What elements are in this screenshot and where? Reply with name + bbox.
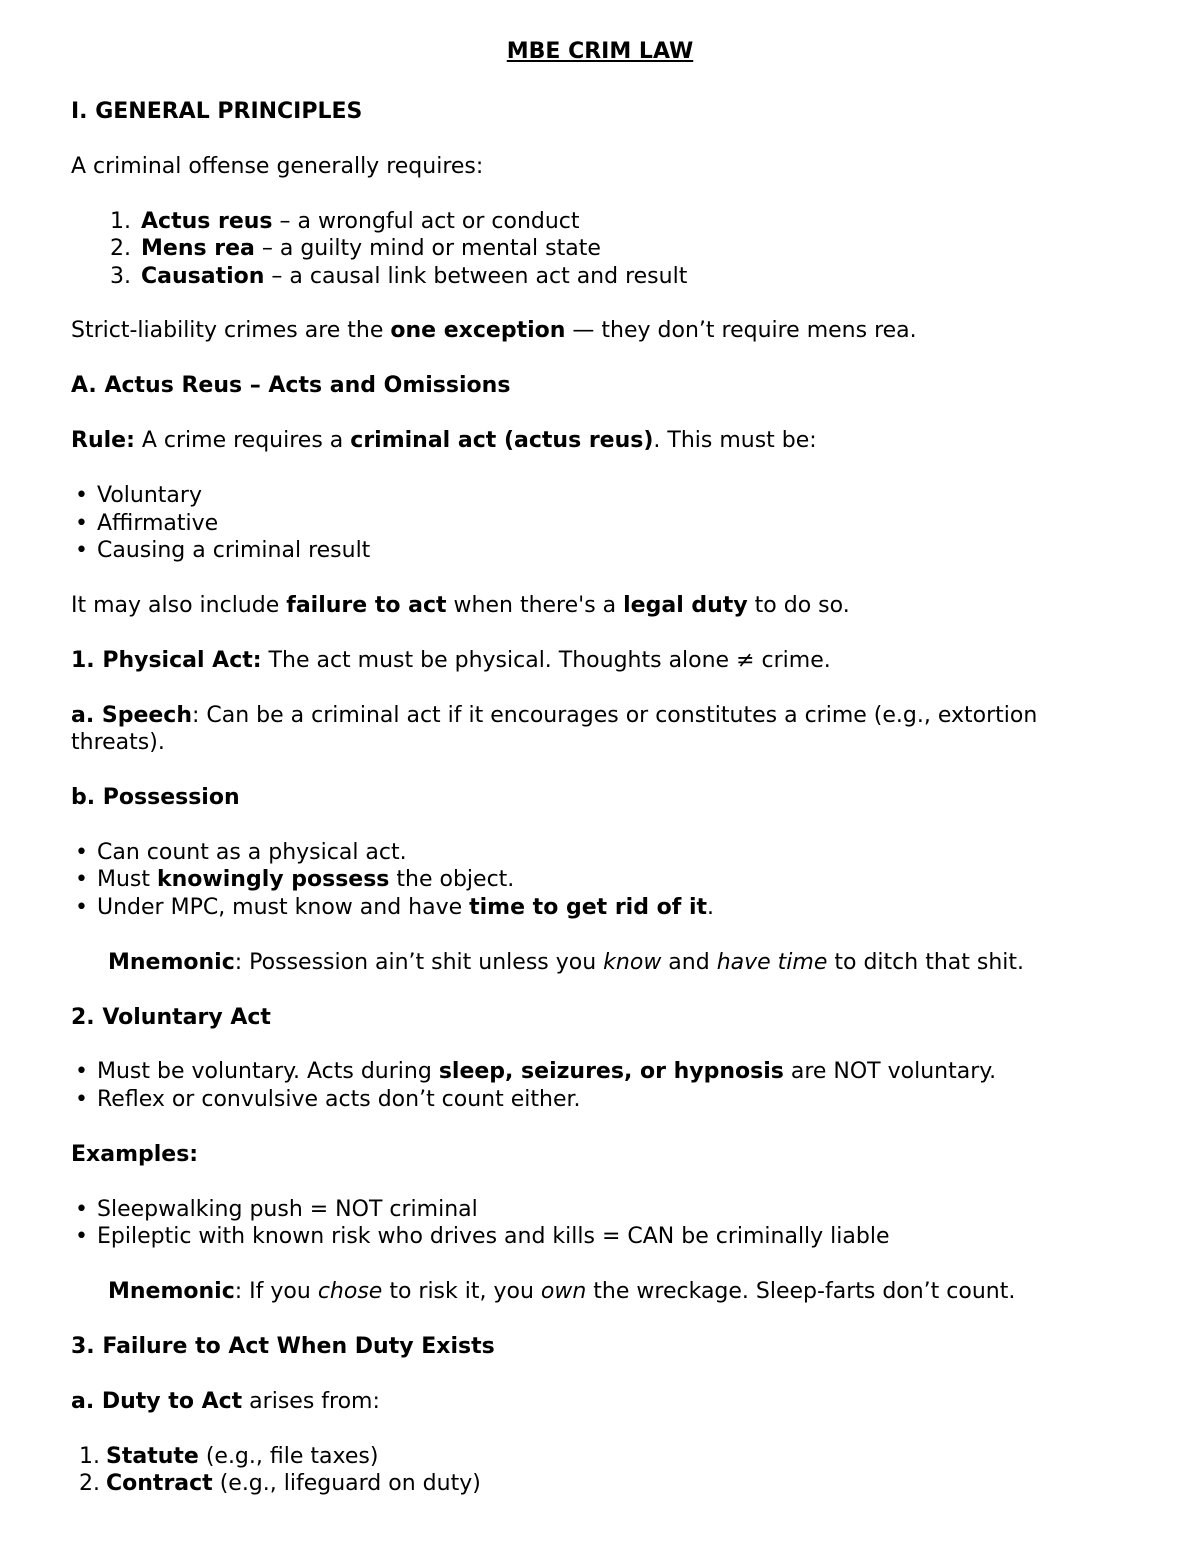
bullet-item: Affirmative	[97, 511, 219, 536]
list-item: 2. Contract (e.g., lifeguard on duty)	[79, 1471, 481, 1496]
paragraph-duty: a. Duty to Act arises from:	[71, 1389, 380, 1414]
subsection-heading: Examples:	[71, 1142, 199, 1167]
document-title: MBE CRIM LAW	[506, 39, 694, 64]
bullet-item: Can count as a physical act.	[97, 840, 407, 865]
bullet-item: Must knowingly possess the object.	[97, 867, 515, 892]
bullet-item: Under MPC, must know and have time to get rid of it.	[97, 895, 715, 920]
list-item: 2. Mens rea – a guilty mind or mental state	[110, 236, 601, 261]
section-heading: I. GENERAL PRINCIPLES	[71, 99, 363, 124]
bullet-item: Reflex or convulsive acts don’t count either.	[97, 1087, 581, 1112]
paragraph-rule: Rule: A crime requires a criminal act (actus reus). This must be:	[71, 428, 817, 453]
paragraph-intro: A criminal offense generally requires:	[71, 154, 484, 179]
paragraph-omission: It may also include failure to act when there's a legal duty to do so.	[71, 593, 850, 618]
list-item: 1. Actus reus – a wrongful act or conduct	[110, 209, 580, 234]
bullet-item: Epileptic with known risk who drives and kills = CAN be criminally liable	[97, 1224, 890, 1249]
paragraph-speech: a. Speech: Can be a criminal act if it encourages or constitutes a crime (e.g., extortion threats).	[71, 703, 1038, 755]
subsection-heading: 3. Failure to Act When Duty Exists	[71, 1334, 495, 1359]
subsection-heading: A. Actus Reus – Acts and Omissions	[71, 373, 511, 398]
subsection-heading: 2. Voluntary Act	[71, 1005, 271, 1030]
bullet-item: Sleepwalking push = NOT criminal	[97, 1197, 478, 1222]
bullet-item: Must be voluntary. Acts during sleep, seizures, or hypnosis are NOT voluntary.	[97, 1059, 997, 1084]
list-item: 1. Statute (e.g., file taxes)	[79, 1444, 379, 1469]
mnemonic-voluntary: Mnemonic: If you chose to risk it, you own the wreckage. Sleep-farts don’t count.	[108, 1279, 1016, 1304]
bullet-item: Causing a criminal result	[97, 538, 371, 563]
paragraph-physical-act: 1. Physical Act: The act must be physical. Thoughts alone ≠ crime.	[71, 648, 831, 673]
paragraph-strict-liability: Strict-liability crimes are the one exception — they don’t require mens rea.	[71, 318, 917, 343]
bullet-item: Voluntary	[97, 483, 202, 508]
list-item: 3. Causation – a causal link between act and result	[110, 264, 688, 289]
subsection-heading: b. Possession	[71, 785, 240, 810]
mnemonic-possession: Mnemonic: Possession ain’t shit unless you know and have time to ditch that shit.	[108, 950, 1025, 975]
